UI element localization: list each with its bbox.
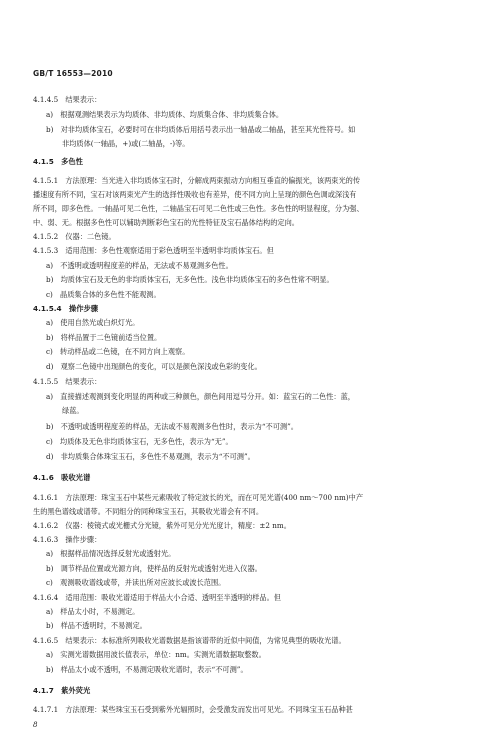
clause-4-1-5-4: 4.1.5.4 操作步骤 (33, 304, 99, 313)
clause-4-1-7-1: 4.1.7.1 方法原理：某些珠宝玉石受到紫外光辐照时，会受激发而发出可见光。不同珠宝玉石品种甚 (33, 705, 353, 714)
list-item-b: b) 不透明或透明程度差的样品，无法或不易观测多色性时，表示为“不可测”。 (46, 422, 298, 431)
list-item-b: b) 样品太小或不透明，不易测定吸收光谱时，表示“不可测”。 (46, 665, 248, 674)
page-number: 8 (33, 721, 38, 729)
list-item-c: c) 均质体及无色非均质体宝石，无多色性，表示为“无”。 (46, 437, 233, 446)
list-item-a: a) 使用自然光或白炽灯光。 (46, 318, 140, 327)
list-item-a: a) 不透明或透明程度差的样品，无法或不易观测多色性。 (46, 261, 233, 270)
list-item-b-cont: 非均质体(一轴晶，+)或(二轴晶，-)等。 (62, 139, 190, 148)
section-heading-4-1-5: 4.1.5 多色性 (33, 157, 83, 166)
list-item-b: b) 对非均质体宝石，必要时可在非均质体后用括号表示出一轴晶或二轴晶，甚至其光性符号。如 (46, 125, 356, 134)
clause-4-1-4-5: 4.1.4.5 结果表示： (33, 95, 102, 104)
paragraph-line: 播速度有所不同，宝石对该两束光产生的选择性吸收也有差异，使不同方向上呈现的颜色色调或深浅有 (33, 190, 357, 199)
list-item-b: b) 调节样品位置或光源方向，使样品的反射光或透射光进入仪器。 (46, 564, 262, 573)
list-item-b: b) 均质体宝石及无色的非均质体宝石，无多色性。浅色非均质体宝石的多色性常不明显。 (46, 275, 334, 284)
clause-4-1-6-1: 4.1.6.1 方法原理：珠宝玉石中某些元素吸收了特定波长的光，而在可见光谱(400 nm～700 nm)中产 (33, 493, 364, 502)
section-heading-4-1-6: 4.1.6 吸收光谱 (33, 473, 91, 482)
list-item-a: a) 根据观测结果表示为均质体、非均质体、均质集合体、非均质集合体。 (46, 110, 284, 119)
clause-4-1-5-3: 4.1.5.3 适用范围：多色性观察适用于彩色透明至半透明非均质体宝石。但 (33, 246, 274, 255)
paragraph-line: 所不同，即多色性。一轴晶可见二色性，二轴晶宝石可见二色性或三色性。多色性的明显程度，分为强、 (33, 204, 364, 213)
list-item-b: b) 将样品置于二色镜前适当位置。 (46, 333, 162, 342)
list-item-a-cont: 绿蓝。 (62, 406, 84, 415)
clause-4-1-6-2: 4.1.6.2 仪器：棱镜式或光栅式分光镜，紫外可见分光光度计，精度：±2 nm。 (33, 521, 291, 530)
clause-4-1-5-1: 4.1.5.1 方法原理：当光进入非均质体宝石时，分解成两束振动方向相互垂直的偏振光，该两束光的传 (33, 176, 361, 185)
paragraph-line: 生的黑色谱线或谱带。不同组分的同种珠宝玉石，其吸收光谱会有不同。 (33, 507, 264, 516)
clause-4-1-6-3: 4.1.6.3 操作步骤： (33, 535, 102, 544)
section-heading-4-1-7: 4.1.7 紫外荧光 (33, 686, 91, 695)
list-item-b: b) 样品不透明时，不易测定。 (46, 621, 147, 630)
list-item-a: a) 实测光谱数据用波长值表示，单位：nm。实测光谱数据取整数。 (46, 650, 266, 659)
paragraph-line: 中、弱、无。根据多色性可以辅助判断彩色宝石的光性特征及宝石晶体结构的定向。 (33, 218, 299, 227)
list-item-c: c) 晶质集合体的多色性不能观测。 (46, 290, 161, 299)
standard-number-header: GB/T 16553—2010 (33, 69, 113, 78)
list-item-a: a) 根据样品情况选择反射光或透射光。 (46, 549, 176, 558)
clause-4-1-6-5: 4.1.6.5 结果表示：本标准所列吸收光谱数据是指该谱带的近似中间值，为常见典型的吸收光谱。 (33, 636, 346, 645)
list-item-c: c) 观测吸收谱线或带，并读出所对应波长或波长范围。 (46, 578, 226, 587)
list-item-c: c) 转动样品或二色镜，在不同方向上观察。 (46, 347, 190, 356)
list-item-a: a) 直接描述观测到变化明显的两种或三种颜色，颜色间用逗号分开。如：蓝宝石的二色性：蓝， (46, 392, 355, 401)
list-item-d: d) 非均质集合体珠宝玉石，多色性不易观测，表示为“不可测”。 (46, 452, 255, 461)
clause-4-1-6-4: 4.1.6.4 适用范围：吸收光谱适用于样品大小合适、透明至半透明的样品。但 (33, 593, 281, 602)
list-item-d: d) 观察二色镜中出现颜色的变化，可以是颜色深浅或色彩的变化。 (46, 362, 262, 371)
clause-4-1-5-2: 4.1.5.2 仪器：二色镜。 (33, 232, 116, 241)
list-item-a: a) 样品太小时，不易测定。 (46, 607, 140, 616)
clause-4-1-5-5: 4.1.5.5 结果表示： (33, 377, 102, 386)
